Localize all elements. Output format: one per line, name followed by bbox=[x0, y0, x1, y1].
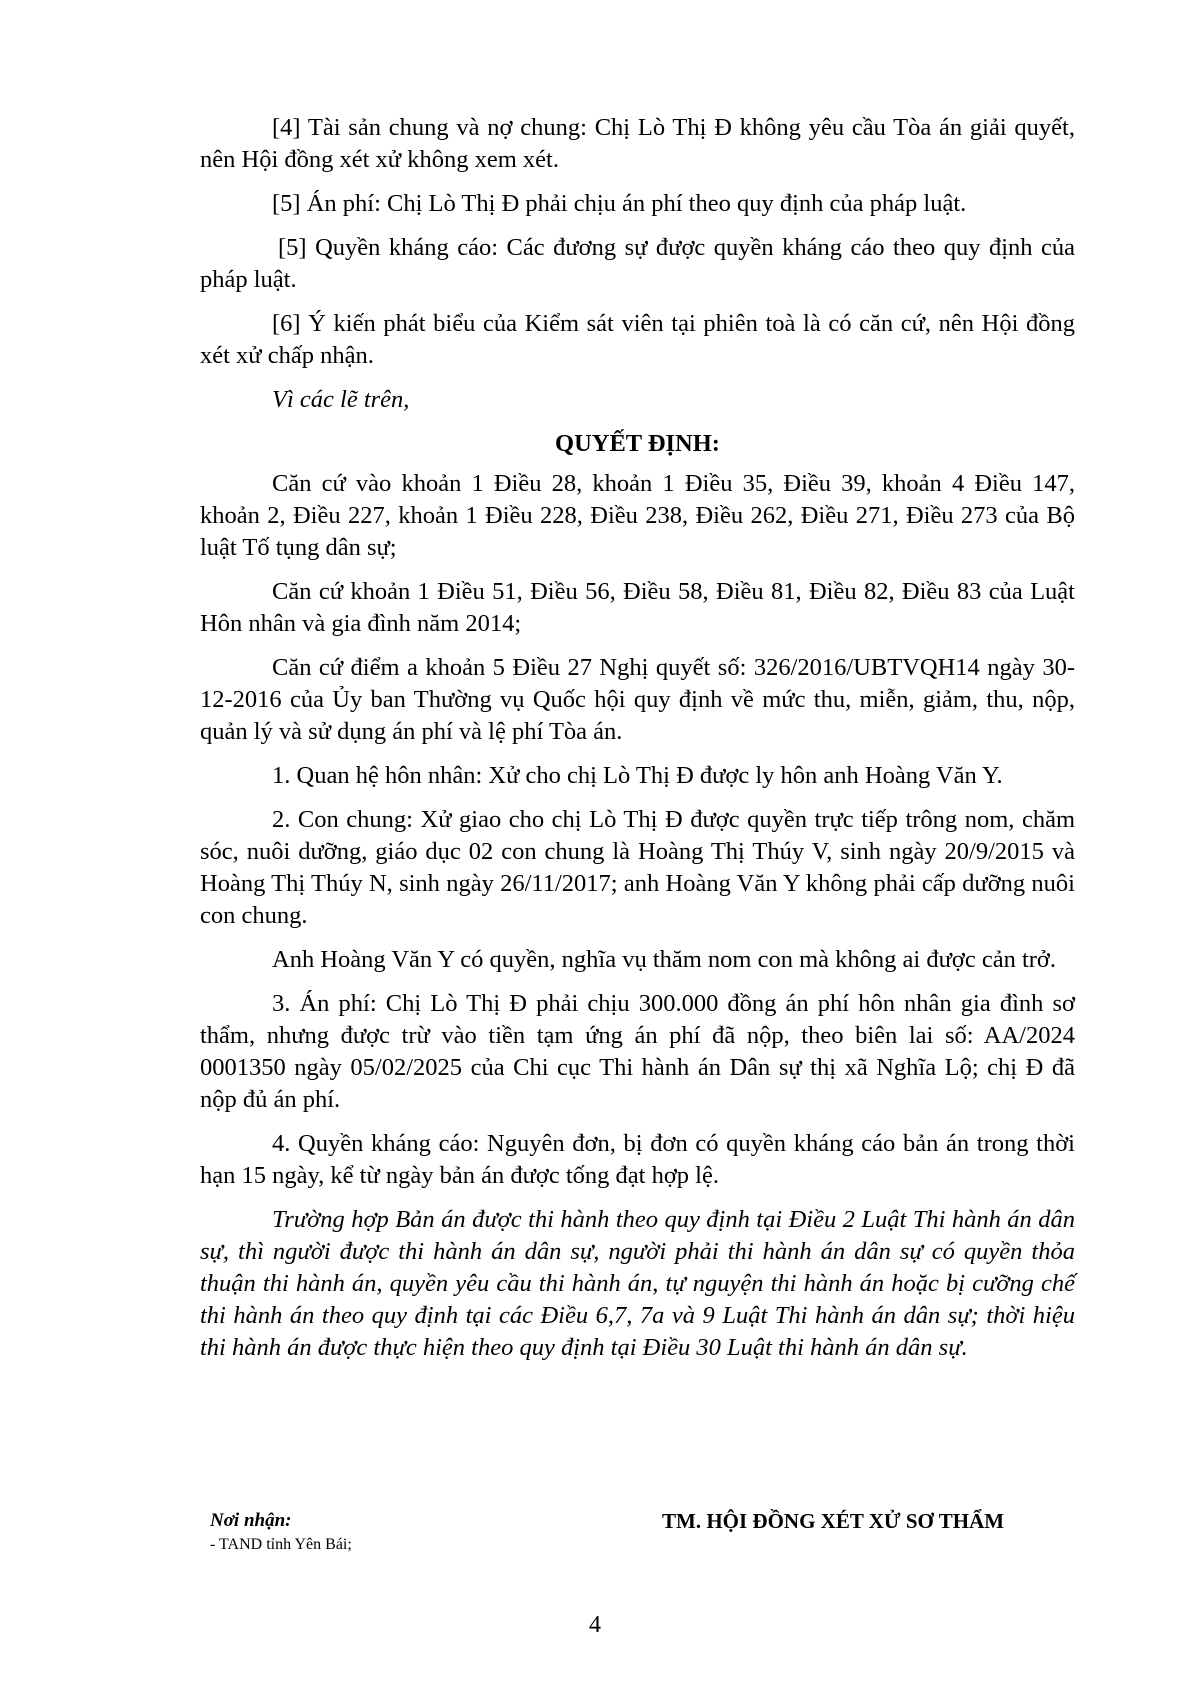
paragraph-reasons: Vì các lẽ trên, bbox=[272, 386, 410, 413]
signature-title: TM. HỘI ĐỒNG XÉT XỬ SƠ THẨM bbox=[662, 1509, 1005, 1533]
decision-item-marriage: 1. Quan hệ hôn nhân: Xử cho chị Lò Thị Đ được ly hôn anh Hoàng Văn Y. bbox=[272, 762, 1003, 789]
decision-item-visitation: Anh Hoàng Văn Y có quyền, nghĩa vụ thăm nom con mà không ai được cản trở. bbox=[272, 946, 1056, 973]
recipients-block bbox=[210, 1508, 590, 1556]
decision-basis-civil-procedure: Căn cứ vào khoản 1 Điều 28, khoản 1 Điều 35, Điều 39, khoản 4 Điều 147, khoản 2, Điều 227, khoản 1 Điều 228, Điều 238, Điều 262, Điều 271, Điều 273 của Bộ luật Tố tụng dân sự; bbox=[200, 470, 1075, 561]
recipients-title: Nơi nhận: bbox=[210, 1510, 292, 1531]
document-body bbox=[200, 112, 1075, 1376]
decision-heading: QUYẾT ĐỊNH: bbox=[555, 430, 720, 457]
recipient-item: - TAND tỉnh Yên Bái; bbox=[210, 1536, 352, 1553]
paragraph-prosecutor-opinion: [6] Ý kiến phát biểu của Kiểm sát viên tại phiên toà là có căn cứ, nên Hội đồng xét xử chấp nhận. bbox=[200, 310, 1075, 369]
decision-enforcement-note: Trường hợp Bản án được thi hành theo quy định tại Điều 2 Luật Thi hành án dân sự, thì người được thi hành án dân sự, người phải thi hành án dân sự có quyền thỏa thuận thi hành án, quyền yêu cầu thi hành án, tự nguyện thi hành án hoặc bị cưỡng chế thi hành án theo quy định tại các Điều 6,7, 7a và 9 Luật Thi hành án dân sự; thời hiệu thi hành án được thực hiện theo quy định tại Điều 30 Luật thi hành án dân sự. bbox=[200, 1206, 1075, 1361]
decision-item-court-fee: 3. Án phí: Chị Lò Thị Đ phải chịu 300.000 đồng án phí hôn nhân gia đình sơ thẩm, nhưng được trừ vào tiền tạm ứng án phí đã nộp, theo biên lai số: AA/2024 0001350 ngày 05/02/2025 của Chi cục Thi hành án Dân sự thị xã Nghĩa Lộ; chị Đ đã nộp đủ án phí. bbox=[200, 990, 1075, 1113]
decision-item-appeal: 4. Quyền kháng cáo: Nguyên đơn, bị đơn có quyền kháng cáo bản án trong thời hạn 15 ngày, kể từ ngày bản án được tống đạt hợp lệ. bbox=[200, 1130, 1075, 1189]
paragraph-appeal-right: [5] Quyền kháng cáo: Các đương sự được quyền kháng cáo theo quy định của pháp luật. bbox=[200, 234, 1075, 293]
decision-item-children: 2. Con chung: Xử giao cho chị Lò Thị Đ được quyền trực tiếp trông nom, chăm sóc, nuôi dưỡng, giáo dục 02 con chung là Hoàng Thị Thúy V, sinh ngày 20/9/2015 và Hoàng Thị Thúy N, sinh ngày 26/11/2017; anh Hoàng Văn Y không phải cấp dưỡng nuôi con chung. bbox=[200, 806, 1075, 929]
decision-basis-marriage-law: Căn cứ khoản 1 Điều 51, Điều 56, Điều 58, Điều 81, Điều 82, Điều 83 của Luật Hôn nhân và gia đình năm 2014; bbox=[200, 578, 1075, 637]
decision-basis-resolution: Căn cứ điểm a khoản 5 Điều 27 Nghị quyết số: 326/2016/UBTVQH14 ngày 30-12-2016 của Ủy ban Thường vụ Quốc hội quy định về mức thu, miễn, giảm, thu, nộp, quản lý và sử dụng án phí và lệ phí Tòa án. bbox=[200, 654, 1075, 745]
page-number: 4 bbox=[589, 1612, 601, 1638]
paragraph-court-fee: [5] Án phí: Chị Lò Thị Đ phải chịu án phí theo quy định của pháp luật. bbox=[272, 190, 967, 217]
paragraph-joint-property: [4] Tài sản chung và nợ chung: Chị Lò Thị Đ không yêu cầu Tòa án giải quyết, nên Hội đồng xét xử không xem xét. bbox=[200, 114, 1075, 173]
